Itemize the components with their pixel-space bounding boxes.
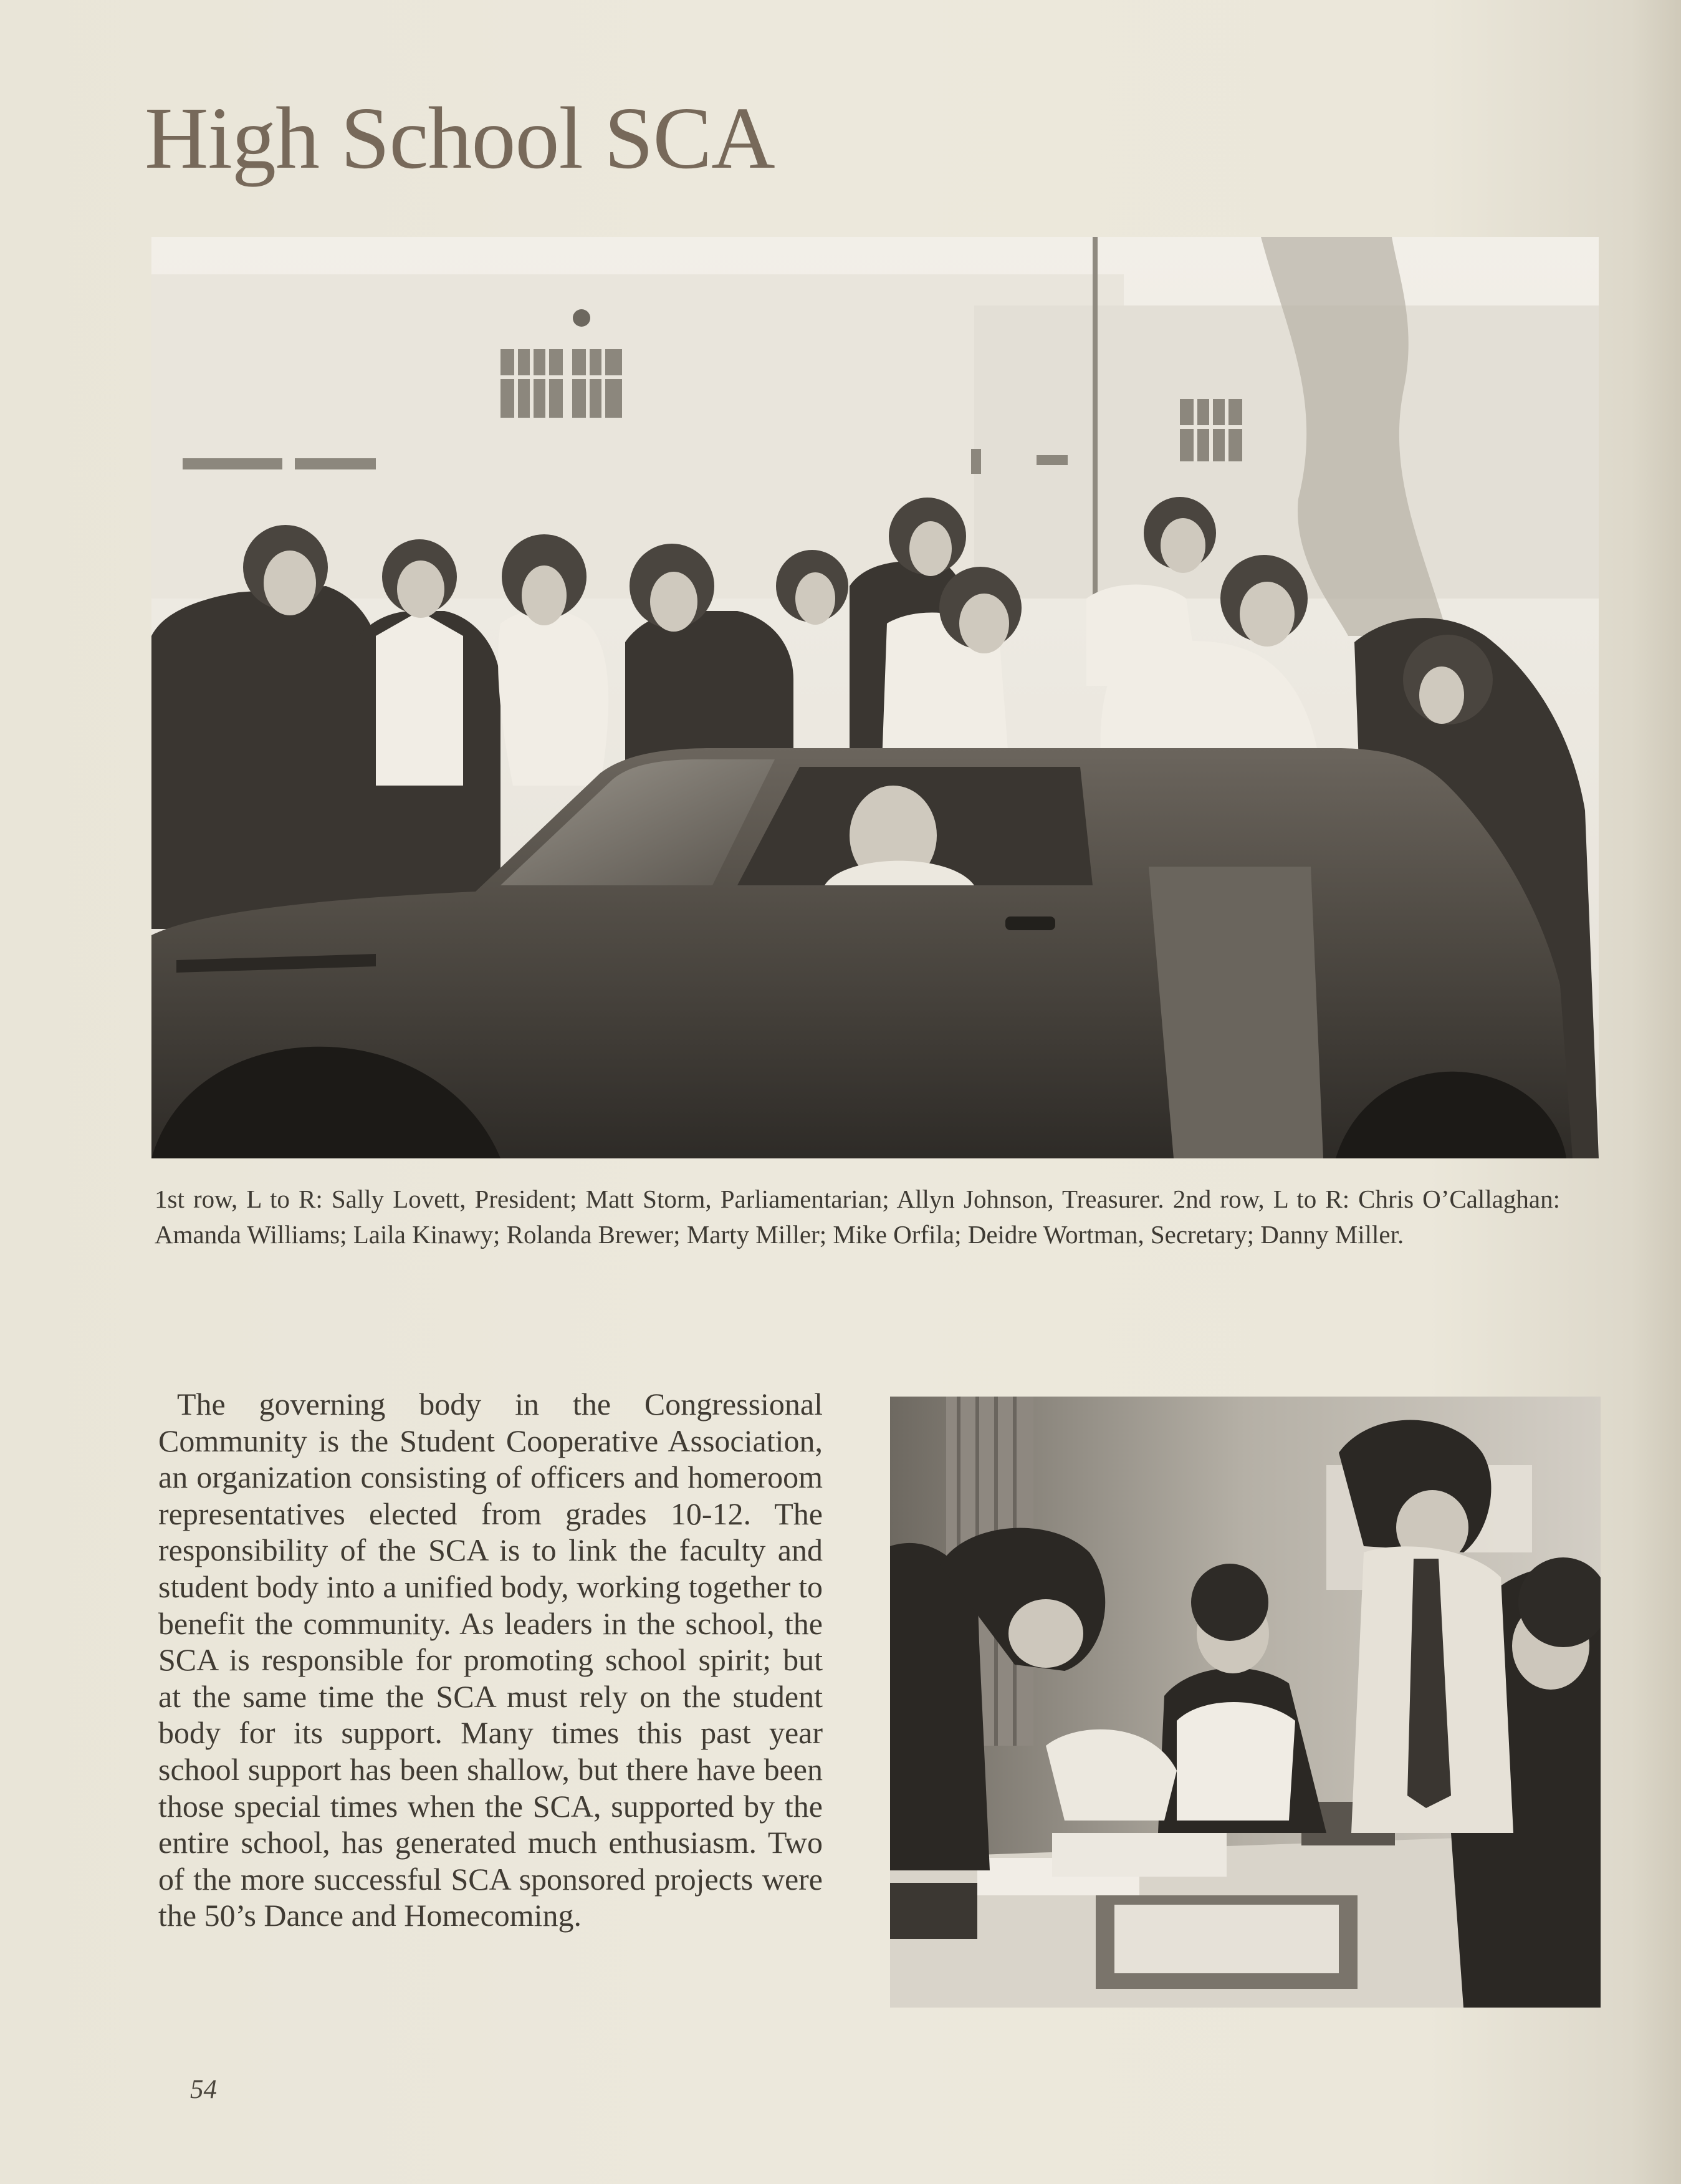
page-number: 54 bbox=[190, 2075, 217, 2104]
sca-office-photo bbox=[890, 1397, 1601, 2008]
article-body: The governing body in the Congressional Community is the Student Cooperative Association, an organization consisting of officers and homeroom representatives elected from grades 10-12. The responsibility of the SCA is to link the faculty and student body into a unified body, working together to benefit the community. As leaders in the school, the SCA is responsible for promoting school spirit; but at the same time the SCA must rely on the student body for its support. Many times this past year school support has been shallow, but there have been those special times when the SCA, supported by the entire school, has generated much enthusiasm. Two of the more successful SCA sponsored projects were the 50’s Dance and Homecoming. bbox=[158, 1387, 823, 1933]
page-title: High School SCA bbox=[145, 89, 775, 187]
group-photo-caption: 1st row, L to R: Sally Lovett, President; Matt Storm, Parliamentarian; Allyn Johnson, Treasurer. 2nd row, L to R: Chris O’Callaghan: Amanda Williams; Laila Kinawy; Rolanda Brewer; Marty Miller; Mike Orfila; Deidre Wortman, Secretary; Danny Miller. bbox=[155, 1185, 1560, 1249]
sca-group-photo bbox=[151, 237, 1599, 1158]
